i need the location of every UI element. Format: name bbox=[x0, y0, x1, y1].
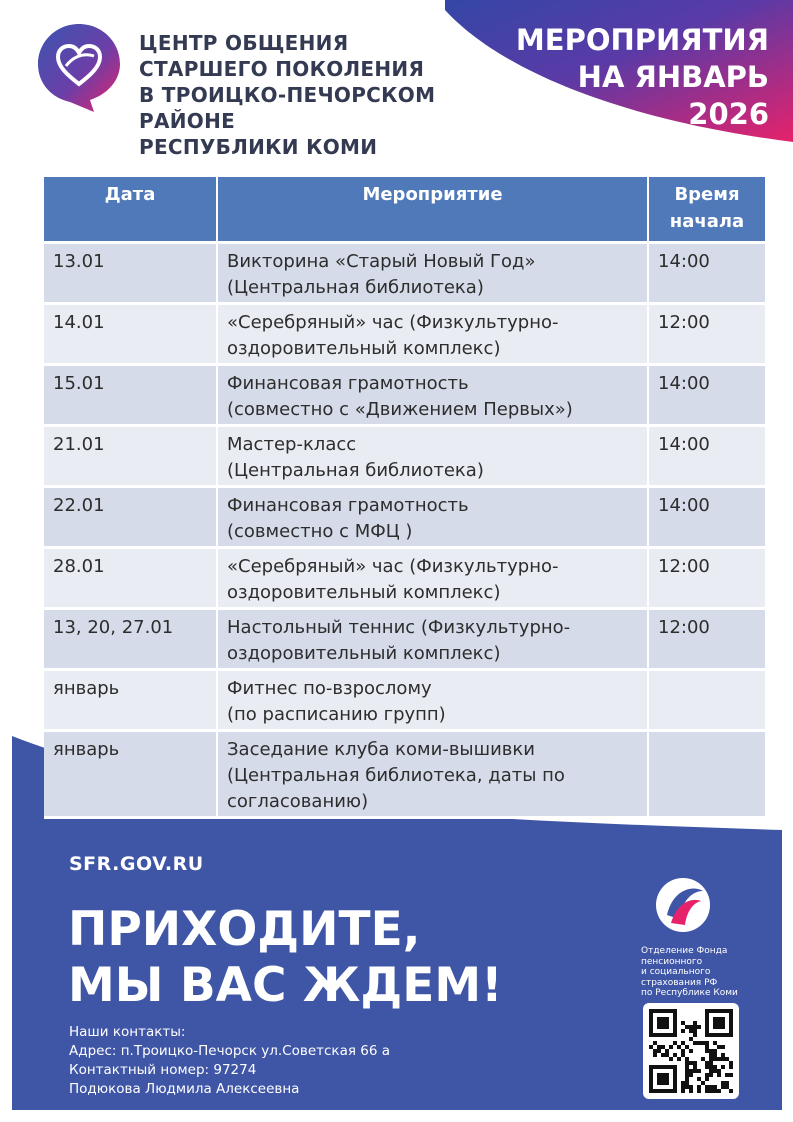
contacts-title: Наши контакты: bbox=[69, 1024, 186, 1040]
event-time: 14:00 bbox=[649, 244, 765, 305]
event-line: Викторина «Старый Новый Год» bbox=[227, 251, 536, 272]
org-line: РЕСПУБЛИКИ КОМИ bbox=[139, 135, 378, 159]
slogan bbox=[68, 902, 503, 1014]
contacts-person: Подюкова Людмила Алексеевна bbox=[69, 1081, 300, 1097]
heart-speech-logo-icon bbox=[36, 22, 122, 114]
sfr-logo-icon bbox=[647, 875, 719, 935]
table-header-row bbox=[44, 177, 765, 244]
event-description bbox=[218, 305, 649, 366]
org-line: ЦЕНТР ОБЩЕНИЯ bbox=[139, 31, 349, 55]
event-line: Заседание клуба коми-вышивки bbox=[227, 739, 535, 760]
event-description bbox=[218, 488, 649, 549]
event-time: 12:00 bbox=[649, 610, 765, 671]
event-time: 14:00 bbox=[649, 488, 765, 549]
table-row bbox=[44, 488, 765, 549]
event-time: 12:00 bbox=[649, 305, 765, 366]
event-description bbox=[218, 366, 649, 427]
table-row bbox=[44, 427, 765, 488]
events-table bbox=[44, 177, 765, 819]
time-column-header bbox=[649, 177, 765, 244]
events-banner-title bbox=[516, 22, 769, 133]
sfr-line: по Республике Коми bbox=[641, 988, 738, 998]
event-line: согласованию) bbox=[227, 791, 369, 812]
event-description bbox=[218, 671, 649, 732]
event-date: 15.01 bbox=[44, 366, 218, 427]
event-description bbox=[218, 244, 649, 305]
event-date: 14.01 bbox=[44, 305, 218, 366]
contacts-phone: Контактный номер: 97274 bbox=[69, 1062, 257, 1078]
event-time: 14:00 bbox=[649, 427, 765, 488]
time-header-line: Время bbox=[674, 184, 740, 205]
event-line: оздоровительный комплекс) bbox=[227, 643, 501, 664]
event-time bbox=[649, 671, 765, 732]
event-date: 13, 20, 27.01 bbox=[44, 610, 218, 671]
event-line: оздоровительный комплекс) bbox=[227, 338, 501, 359]
organization-name bbox=[139, 30, 435, 160]
contacts-address: Адрес: п.Троицко-Печорск ул.Советская 66 а bbox=[69, 1043, 391, 1059]
event-date: 13.01 bbox=[44, 244, 218, 305]
event-description bbox=[218, 732, 649, 819]
event-time bbox=[649, 732, 765, 819]
event-line: Фитнес по-взрослому bbox=[227, 678, 432, 699]
event-line: (Центральная библиотека, даты по bbox=[227, 765, 565, 786]
event-description bbox=[218, 610, 649, 671]
event-line: «Серебряный» час (Физкультурно- bbox=[227, 556, 559, 577]
sfr-line: и социального bbox=[641, 967, 711, 977]
org-line: РАЙОНЕ bbox=[139, 109, 236, 133]
slogan-line: ПРИХОДИТЕ, bbox=[68, 902, 421, 957]
date-column-header: Дата bbox=[44, 177, 218, 244]
event-line: (Центральная библиотека) bbox=[227, 277, 484, 298]
sfr-line: пенсионного bbox=[641, 956, 703, 967]
org-line: В ТРОИЦКО-ПЕЧОРСКОМ bbox=[139, 83, 436, 107]
sfr-line: страхования РФ bbox=[641, 977, 718, 988]
event-line: Финансовая грамотность bbox=[227, 373, 469, 394]
event-line: (совместно с «Движением Первых») bbox=[227, 399, 573, 420]
event-date: 22.01 bbox=[44, 488, 218, 549]
event-column-header: Мероприятие bbox=[218, 177, 649, 244]
event-date: январь bbox=[44, 732, 218, 819]
event-date: 21.01 bbox=[44, 427, 218, 488]
qr-code-icon[interactable] bbox=[643, 1003, 739, 1099]
website-link[interactable]: SFR.GOV.RU bbox=[69, 853, 204, 875]
contacts-block bbox=[69, 1023, 390, 1099]
sfr-name bbox=[641, 946, 738, 999]
event-line: (Центральная библиотека) bbox=[227, 460, 484, 481]
table-row bbox=[44, 305, 765, 366]
table-row bbox=[44, 671, 765, 732]
event-date: 28.01 bbox=[44, 549, 218, 610]
event-line: (совместно с МФЦ ) bbox=[227, 521, 413, 542]
event-line: (по расписанию групп) bbox=[227, 704, 446, 725]
sfr-line: Отделение Фонда bbox=[641, 946, 728, 956]
table-row bbox=[44, 366, 765, 427]
event-line: Финансовая грамотность bbox=[227, 495, 469, 516]
event-description bbox=[218, 549, 649, 610]
event-line: «Серебряный» час (Физкультурно- bbox=[227, 312, 559, 333]
event-time: 14:00 bbox=[649, 366, 765, 427]
table-row bbox=[44, 610, 765, 671]
event-line: Настольный теннис (Физкультурно- bbox=[227, 617, 571, 638]
event-date: январь bbox=[44, 671, 218, 732]
event-time: 12:00 bbox=[649, 549, 765, 610]
org-line: СТАРШЕГО ПОКОЛЕНИЯ bbox=[139, 57, 425, 81]
table-row bbox=[44, 732, 765, 819]
time-header-line: начала bbox=[669, 211, 745, 232]
banner-line: 2026 bbox=[688, 97, 769, 131]
event-line: Мастер-класс bbox=[227, 434, 357, 455]
table-row bbox=[44, 549, 765, 610]
event-description bbox=[218, 427, 649, 488]
event-line: оздоровительный комплекс) bbox=[227, 582, 501, 603]
slogan-line: МЫ ВАС ЖДЕМ! bbox=[68, 958, 503, 1013]
banner-line: НА ЯНВАРЬ bbox=[577, 60, 769, 94]
table-row bbox=[44, 244, 765, 305]
banner-line: МЕРОПРИЯТИЯ bbox=[515, 23, 769, 57]
